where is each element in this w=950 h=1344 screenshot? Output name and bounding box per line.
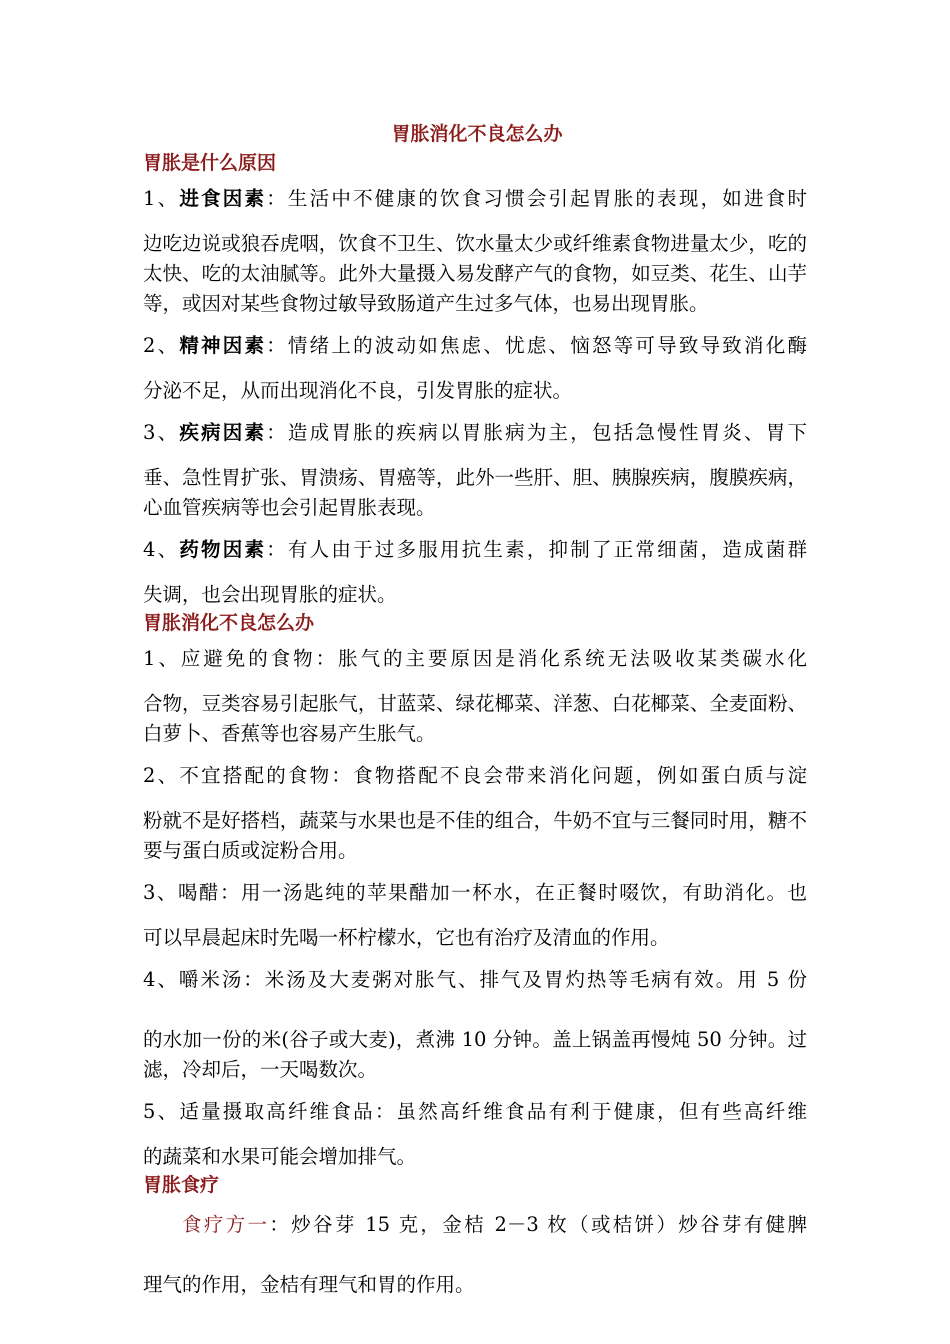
section-heading-diet-therapy: 胃胀食疗	[143, 1174, 220, 1196]
remedy-item-1: 1、应避免的食物：胀气的主要原因是消化系统无法吸收某类碳水化 合物，豆类容易引起胀气，甘蓝菜、绿花椰菜、洋葱、白花椰菜、全麦面粉、白萝卜、香蕉等也容易产生胀气。	[143, 647, 807, 745]
document-title: 胃胀消化不良怎么办	[391, 123, 563, 145]
cause-item-2: 2、精神因素：情绪上的波动如焦虑、忧虑、恼怒等可导致导致消化酶 分泌不足，从而出现消化不良，引发胃胀的症状。	[143, 334, 807, 402]
cause-item-4: 4、药物因素：有人由于过多服用抗生素，抑制了正常细菌，造成菌群 失调，也会出现胃胀的症状。	[143, 538, 807, 606]
document-page	[143, 118, 807, 1300]
remedy-item-4: 4、嚼米汤：米汤及大麦粥对胀气、排气及胃灼热等毛病有效。用 5 份 的水加一份的米(谷子或大麦)，煮沸 10 分钟。盖上锅盖再慢炖 50 分钟。过滤，冷却后，一天喝数次。	[143, 968, 807, 1081]
recipe-item-1: 食疗方一：炒谷芽 15 克，金桔 2－3 枚（或桔饼）炒谷芽有健脾 理气的作用，金桔有理气和胃的作用。	[143, 1213, 807, 1296]
remedy-item-3: 3、喝醋：用一汤匙纯的苹果醋加一杯水，在正餐时啜饮，有助消化。也 可以早晨起床时先喝一杯柠檬水，它也有治疗及清血的作用。	[143, 881, 807, 949]
section-heading-causes: 胃胀是什么原因	[143, 152, 277, 174]
section-heading-remedies: 胃胀消化不良怎么办	[143, 612, 315, 634]
cause-item-3: 3、疾病因素：造成胃胀的疾病以胃胀病为主，包括急慢性胃炎、胃下 垂、急性胃扩张、胃溃疡、胃癌等，此外一些肝、胆、胰腺疾病，腹膜疾病，心血管疾病等也会引起胃胀表现。	[143, 421, 807, 519]
remedy-item-2: 2、不宜搭配的食物：食物搭配不良会带来消化问题，例如蛋白质与淀 粉就不是好搭档，蔬菜与水果也是不佳的组合，牛奶不宜与三餐同时用，糖不要与蛋白质或淀粉合用。	[143, 764, 807, 862]
recipe-label: 食疗方一	[182, 1213, 270, 1236]
cause-item-1: 1、进食因素：生活中不健康的饮食习惯会引起胃胀的表现，如进食时 边吃边说或狼吞虎咽，饮食不卫生、饮水量太少或纤维素食物进量太少，吃的太快、吃的太油腻等。此外大量摄入易发酵产气的食物，如豆类、花生、山芋等，或因对某些食物过敏导致肠道产生过多气体，也易出现胃胀。	[143, 187, 807, 315]
remedy-item-5: 5、适量摄取高纤维食品：虽然高纤维食品有利于健康，但有些高纤维 的蔬菜和水果可能会增加排气。	[143, 1100, 807, 1168]
